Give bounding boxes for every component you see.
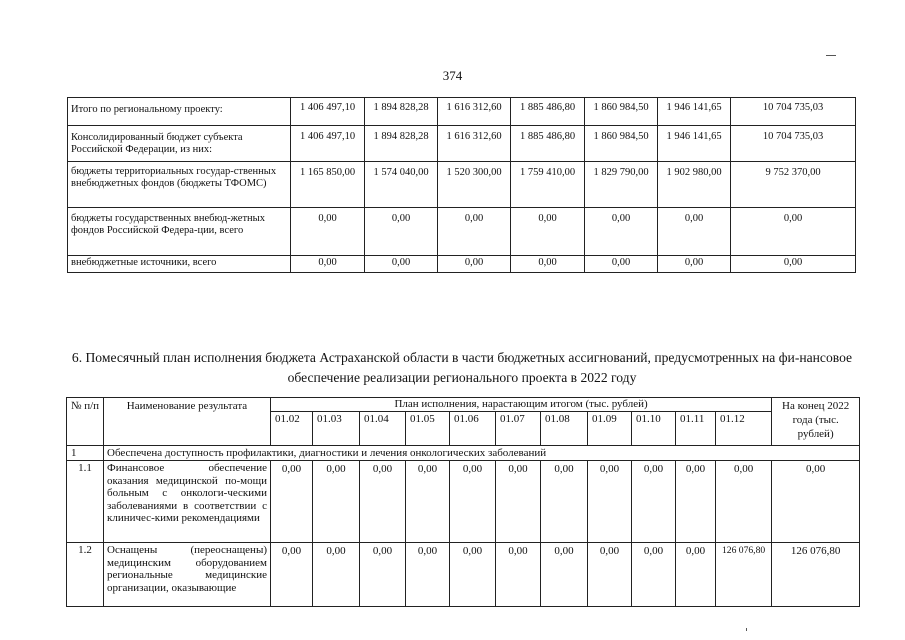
monthly-plan-table [66, 397, 860, 607]
group-number: 1 [67, 446, 104, 461]
month-value: 0,00 [716, 461, 772, 543]
header-plan: План исполнения, нарастающим итогом (тыс. рублей) [271, 398, 772, 412]
summary-cell: 9 752 370,00 [731, 162, 856, 208]
summary-cell: 0,00 [658, 208, 731, 256]
summary-cell: 1 829 790,00 [585, 162, 658, 208]
summary-row-consolidated [68, 126, 856, 162]
summary-cell: 1 885 486,80 [511, 126, 585, 162]
month-header: 01.02 [271, 412, 313, 446]
month-value: 0,00 [588, 543, 632, 607]
summary-row-label: внебюджетные источники, всего [68, 256, 291, 273]
summary-table [67, 97, 856, 273]
plan-header-row [67, 398, 860, 412]
summary-cell: 1 406 497,10 [291, 98, 365, 126]
month-value: 0,00 [496, 461, 541, 543]
summary-cell: 1 894 828,28 [365, 126, 438, 162]
summary-cell: 10 704 735,03 [731, 98, 856, 126]
month-header: 01.12 [716, 412, 772, 446]
summary-cell: 1 885 486,80 [511, 98, 585, 126]
summary-cell: 1 165 850,00 [291, 162, 365, 208]
month-value: 0,00 [360, 543, 406, 607]
summary-cell: 0,00 [585, 256, 658, 273]
month-value: 0,00 [450, 543, 496, 607]
summary-cell: 0,00 [731, 256, 856, 273]
summary-row-total [68, 98, 856, 126]
row-result-name: Финансовое обеспечение оказания медицинской по-мощи больным с онкологи-ческими заболеваниями в соответствии с клиничес-кими рекомендациями [104, 461, 271, 543]
plan-row-1-1 [67, 461, 860, 543]
month-header: 01.11 [676, 412, 716, 446]
scan-mark [826, 55, 836, 56]
summary-cell: 0,00 [731, 208, 856, 256]
summary-row-label: Консолидированный бюджет субъекта Российской Федерации, из них: [68, 126, 291, 162]
month-header: 01.07 [496, 412, 541, 446]
page-number: 374 [442, 68, 463, 83]
month-value: 0,00 [313, 543, 360, 607]
month-header: 01.03 [313, 412, 360, 446]
summary-row-label: бюджеты государственных внебюд-жетных фондов Российской Федера-ции, всего [68, 208, 291, 256]
month-header: 01.09 [588, 412, 632, 446]
month-value: 126 076,80 [716, 543, 772, 607]
summary-cell: 10 704 735,03 [731, 126, 856, 162]
month-value: 0,00 [450, 461, 496, 543]
summary-row-federal-funds [68, 208, 856, 256]
summary-cell: 1 520 300,00 [438, 162, 511, 208]
month-value: 0,00 [360, 461, 406, 543]
row-total: 126 076,80 [772, 543, 860, 607]
summary-cell: 1 946 141,65 [658, 126, 731, 162]
summary-cell: 0,00 [438, 208, 511, 256]
month-header: 01.08 [541, 412, 588, 446]
month-value: 0,00 [406, 461, 450, 543]
summary-cell: 0,00 [438, 256, 511, 273]
month-header: 01.05 [406, 412, 450, 446]
scan-mark [746, 628, 747, 631]
plan-group-row [67, 446, 860, 461]
month-value: 0,00 [271, 543, 313, 607]
summary-cell: 1 616 312,60 [438, 126, 511, 162]
summary-cell: 0,00 [511, 208, 585, 256]
month-value: 0,00 [271, 461, 313, 543]
section-title: 6. Помесячный план исполнения бюджета Астраханской области в части бюджетных ассигнований, предусмотренных на фи-нансовое обеспечение реализации регионального проекта в 2022 году [71, 350, 853, 385]
plan-row-1-2 [67, 543, 860, 607]
row-total: 0,00 [772, 461, 860, 543]
summary-cell: 0,00 [365, 208, 438, 256]
month-header: 01.06 [450, 412, 496, 446]
summary-cell: 1 406 497,10 [291, 126, 365, 162]
month-value: 0,00 [588, 461, 632, 543]
header-number: № п/п [67, 398, 104, 446]
summary-cell: 0,00 [585, 208, 658, 256]
summary-cell: 1 574 040,00 [365, 162, 438, 208]
summary-cell: 1 946 141,65 [658, 98, 731, 126]
header-year-end: На конец 2022 года (тыс. рублей) [772, 398, 860, 446]
summary-cell: 1 902 980,00 [658, 162, 731, 208]
header-result-name: Наименование результата [104, 398, 271, 446]
row-result-name: Оснащены (переоснащены) медицинским оборудованием региональные медицинские организации, оказывающие [104, 543, 271, 607]
month-value: 0,00 [406, 543, 450, 607]
summary-cell: 0,00 [365, 256, 438, 273]
summary-cell: 1 894 828,28 [365, 98, 438, 126]
summary-cell: 0,00 [511, 256, 585, 273]
group-title: Обеспечена доступность профилактики, диагностики и лечения онкологических заболеваний [104, 446, 860, 461]
month-value: 0,00 [541, 543, 588, 607]
month-value: 0,00 [541, 461, 588, 543]
summary-row-label: Итого по региональному проекту: [68, 98, 291, 126]
summary-row-tfoms [68, 162, 856, 208]
summary-cell: 0,00 [291, 256, 365, 273]
month-header: 01.04 [360, 412, 406, 446]
summary-cell: 1 759 410,00 [511, 162, 585, 208]
summary-cell: 0,00 [291, 208, 365, 256]
month-value: 0,00 [632, 543, 676, 607]
row-number: 1.1 [67, 461, 104, 543]
month-value: 0,00 [496, 543, 541, 607]
summary-cell: 1 860 984,50 [585, 126, 658, 162]
summary-cell: 0,00 [658, 256, 731, 273]
month-value: 0,00 [676, 543, 716, 607]
summary-row-extrabudgetary [68, 256, 856, 273]
summary-cell: 1 616 312,60 [438, 98, 511, 126]
summary-row-label: бюджеты территориальных государ-ственных внебюджетных фондов (бюджеты ТФОМС) [68, 162, 291, 208]
month-header: 01.10 [632, 412, 676, 446]
month-value: 0,00 [676, 461, 716, 543]
month-value: 0,00 [632, 461, 676, 543]
month-value: 0,00 [313, 461, 360, 543]
row-number: 1.2 [67, 543, 104, 607]
summary-cell: 1 860 984,50 [585, 98, 658, 126]
